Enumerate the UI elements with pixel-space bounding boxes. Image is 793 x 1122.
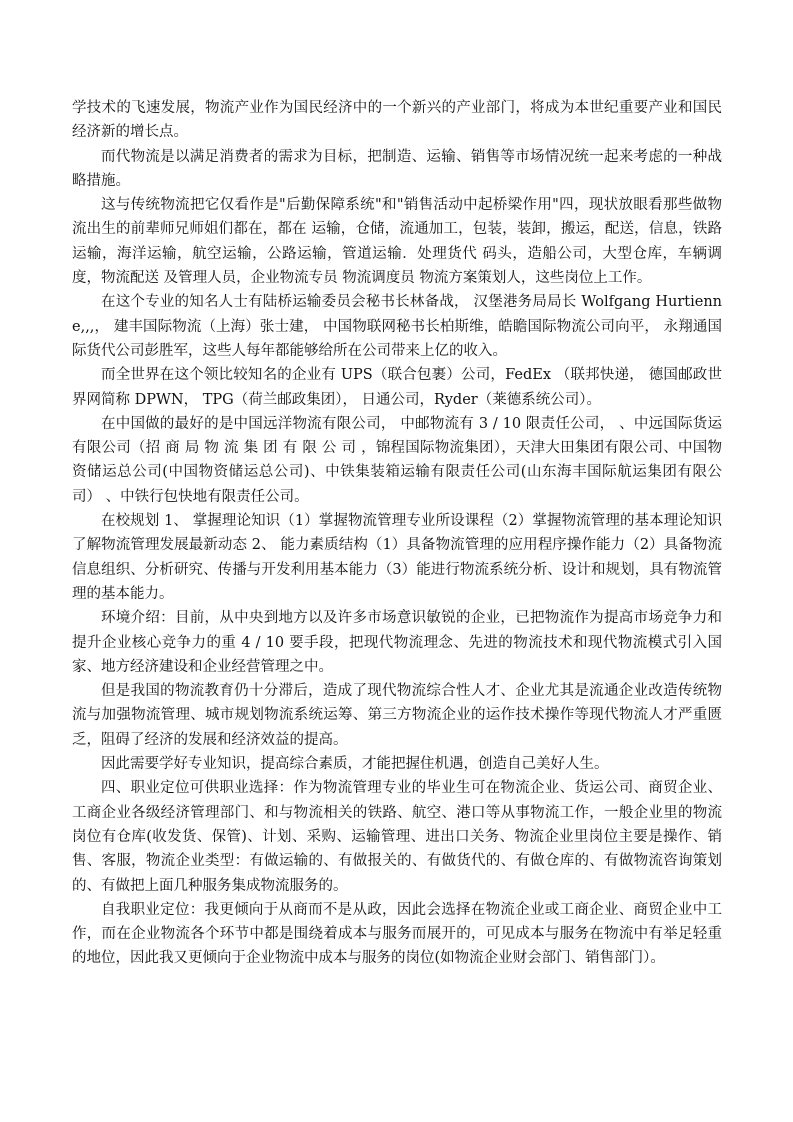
paragraph-school-plan: 在校规划 1、 掌握理论知识（1）掌握物流管理专业所设课程（2）掌握物流管理的基本理论知识了解物流管理发展最新动态 2、 能力素质结构（1）具备物流管理的应用程序操作能力（2）具备物流信息组织、分析研究、传播与开发利用基本能力（3）能进行物流系统分析、设计和规划，具有物流管理的基本能力。 [72,513,722,602]
paragraph-global-companies: 而全世界在这个领比较知名的企业有 UPS（联合包裹）公司，FedEx （联邦快递， 德国邮政世界网简称 DPWN， TPG（荷兰邮政集团）， 日通公司，Ryder（莱德系统公司）。 [72,367,722,408]
document-page [72,96,722,971]
paragraph-intro-continuation: 学技术的飞速发展，物流产业作为国民经济中的一个新兴的产业部门，将成为本世纪重要产业和国民经济新的增长点。 [72,100,722,141]
paragraph-study-well: 因此需要学好专业知识，提高综合素质，才能把握住机遇，创造自己美好人生。 [101,756,609,773]
paragraph-career-options: 四、职业定位可供职业选择：作为物流管理专业的毕业生可在物流企业、货运公司、商贸企业、工商企业各级经济管理部门、和与物流相关的铁路、航空、港口等从事物流工作，一般企业里的物流岗位有仓库(收发货、保管)、计划、采购、运输管理、进出口关务、物流企业里岗位主要是操作、销售、客服，物流企业类型：有做运输的、有做报关的、有做货代的、有做仓库的、有做物流咨询策划的、有做把上面几种服务集成物流服务的。 [72,780,722,894]
paragraph-traditional-logistics: 这与传统物流把它仅看作是"后勤保障系统"和"销售活动中起桥梁作用"四，现状放眼看那些做物流出生的前辈师兄师姐们都在，都在 运输，仓储，流通加工，包装，装卸，搬运，配送，信息，铁路运输，海洋运输，航空运输，公路运输，管道运输．处理货代 码头，造船公司，大型仓库，车辆调度，物流配送 及管理人员，企业物流专员 物流调度员 物流方案策划人，这些岗位上工作。 [72,197,722,287]
paragraph-notable-people: 在这个专业的知名人士有陆桥运输委员会秘书长林备战， 汉堡港务局局长 Wolfgang Hurtienne,,,， 建丰国际物流（上海）张士建， 中国物联网秘书长柏斯维，皓瞻国际物流公司向平， 永翔通国际货代公司彭胜军，这些人每年都能够给所在公司带来上亿的收入。 [72,294,722,359]
paragraph-china-companies: 在中国做的最好的是中国远洋物流有限公司， 中邮物流有 3 / 10 限责任公司， 、中远国际货运有限公司（招 商 局 物 流 集 团 有 限 公 司 ，锦程国际物流集团），天津大田集团有限公司、中国物资储运总公司(中国物资储运总公司)、中铁集装箱运输有限责任公司(山东海丰国际航运集团有限公司） 、中铁行包快地有限责任公司。 [72,415,722,505]
paragraph-self-positioning: 自我职业定位：我更倾向于从商而不是从政，因此会选择在物流企业或工商企业、商贸企业中工作，而在企业物流各个环节中都是围绕着成本与服务而展开的，可见成本与服务在物流中有举足轻重的地位，因此我又更倾向于企业物流中成本与服务的岗位(如物流企业财会部门、销售部门）。 [72,901,722,967]
paragraph-education-lag: 但是我国的物流教育仍十分滞后，造成了现代物流综合性人才、企业尤其是流通企业改造传统物流与加强物流管理、城市规划物流系统运筹、第三方物流企业的运作技术操作等现代物流人才严重匮乏，阻碍了经济的发展和经济效益的提高。 [72,683,722,748]
paragraph-environment: 环境介绍：目前，从中央到地方以及许多市场意识敏锐的企业，已把物流作为提高市场竞争力和提升企业核心竞争力的重 4 / 10 要手段，把现代物流理念、先进的物流技术和现代物流模式引入国家、地方经济建设和企业经营管理之中。 [72,610,722,675]
paragraph-modern-logistics: 而代物流是以满足消费者的需求为目标，把制造、运输、销售等市场情况统一起来考虑的一种战略措施。 [72,148,722,189]
